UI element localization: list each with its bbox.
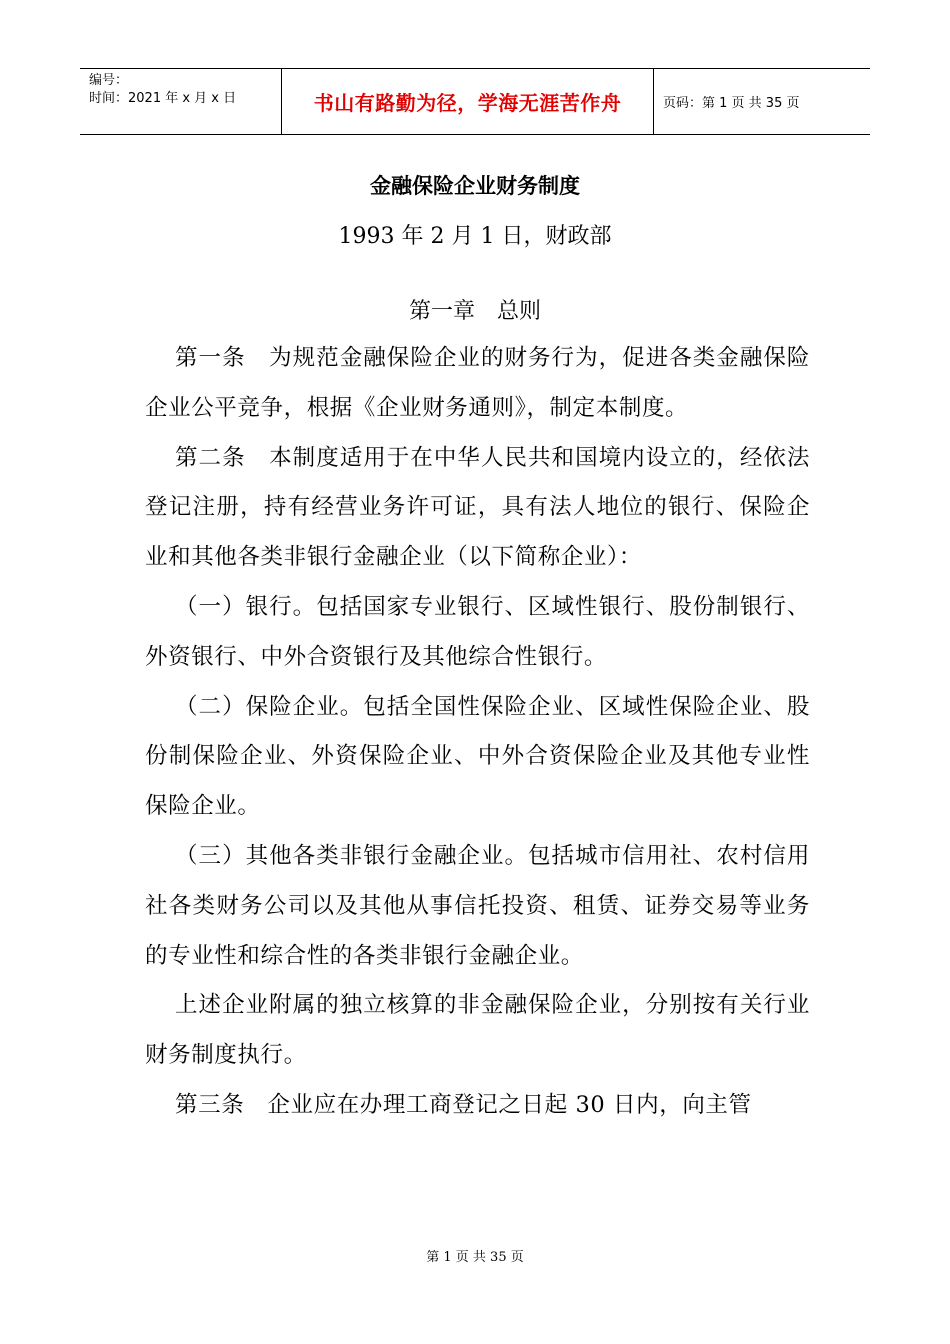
- chapter-heading: 第一章 总则: [408, 299, 541, 324]
- paragraph: （二）保险企业。包括全国性保险企业、区域性保险企业、股份制保险企业、外资保险企业、中外合资保险企业及其他专业性保险企业。: [145, 693, 810, 820]
- document-body: [145, 334, 810, 1131]
- paragraph: （三）其他各类非银行金融企业。包括城市信用社、农村信用社各类财务公司以及其他从事信托投资、租赁、证券交易等业务的专业性和综合性的各类非银行金融企业。: [145, 842, 810, 969]
- header-meta: [80, 69, 281, 134]
- date-line: 时间：2021 年 x 月 x 日: [89, 91, 237, 106]
- paragraph: 上述企业附属的独立核算的非金融保险企业，分别按有关行业财务制度执行。: [145, 992, 810, 1069]
- page-footer: 第 1 页 共 35 页: [426, 1250, 524, 1265]
- header-motto: 书山有路勤为径，学海无涯苦作舟: [281, 69, 654, 134]
- paragraph: 第一条 为规范金融保险企业的财务行为，促进各类金融保险企业公平竞争，根据《企业财务通则》，制定本制度。: [145, 345, 810, 421]
- paragraph: 第三条 企业应在办理工商登记之日起 30 日内，向主管: [175, 1091, 752, 1118]
- document-title: 金融保险企业财务制度: [370, 173, 580, 198]
- paragraph: 第二条 本制度适用于在中华人民共和国境内设立的，经依法登记注册，持有经营业务许可证，具有法人地位的银行、保险企业和其他各类非银行金融企业（以下简称企业）：: [145, 444, 810, 571]
- header-page-info: 页码：第 1 页 共 35 页: [663, 96, 800, 111]
- paragraph: （一）银行。包括国家专业银行、区域性银行、股份制银行、外资银行、中外合资银行及其他综合性银行。: [145, 593, 810, 670]
- document-subtitle: 1993 年 2 月 1 日，财政部: [338, 224, 612, 249]
- header-table: [80, 68, 870, 135]
- number-label: 编号：: [89, 73, 129, 88]
